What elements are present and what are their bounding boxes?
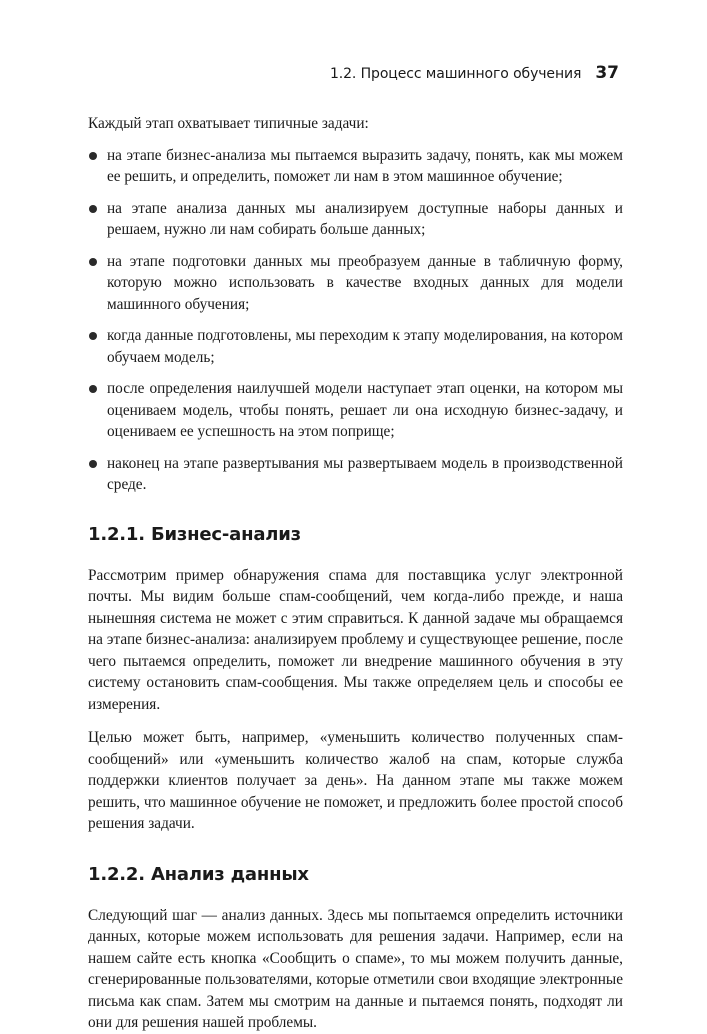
list-item: на этапе подготовки данных мы преобразуем данные в табличную форму, которую можно использовать в качестве входных данных для модели машинного обучения; <box>88 251 623 316</box>
stages-list <box>88 145 623 496</box>
intro-paragraph: Каждый этап охватывает типичные задачи: <box>88 115 369 132</box>
page-content <box>88 113 623 1034</box>
body-paragraph: Следующий шаг — анализ данных. Здесь мы попытаемся определить источники данных, которые можем использовать для решения задачи. Например, если на нашем сайте есть кнопка «Сообщить о спаме», то мы можем получить данные, сгенерированные пользователями, которые отметили свои входящие электронные письма как спам. Затем мы смотрим на данные и пытаемся понять, подходят ли они для решения нашей проблемы. <box>88 906 623 1031</box>
section-heading-business-analysis: 1.2.1. Бизнес-анализ <box>88 523 301 545</box>
list-item: когда данные подготовлены, мы переходим к этапу моделирования, на котором обучаем модель; <box>88 325 623 368</box>
list-item: после определения наилучшей модели наступает этап оценки, на котором мы оцениваем модель, чтобы понять, решает ли она исходную бизнес-задачу, и оцениваем ее успешность на этом поприще; <box>88 378 623 443</box>
list-item: на этапе анализа данных мы анализируем доступные наборы данных и решаем, нужно ли нам собирать больше данных; <box>88 198 623 241</box>
running-header <box>330 63 619 83</box>
section-heading-data-analysis: 1.2.2. Анализ данных <box>88 863 309 885</box>
body-paragraph: Целью может быть, например, «уменьшить количество полученных спам-сообщений» или «уменьшить количество жалоб на спам, которые служба поддержки клиентов получает за день». На данном этапе мы также можем решить, что машинное обучение не поможет, и предложить более простой способ решения задачи. <box>88 729 623 832</box>
list-item: на этапе бизнес-анализа мы пытаемся выразить задачу, понять, как мы можем ее решить, и определить, поможет ли нам в этом машинное обучение; <box>88 145 623 188</box>
page-number: 37 <box>595 63 619 83</box>
list-item: наконец на этапе развертывания мы развертываем модель в производственной среде. <box>88 453 623 496</box>
body-paragraph: Рассмотрим пример обнаружения спама для поставщика услуг электронной почты. Мы видим больше спам-сообщений, чем когда-либо прежде, и наша нынешняя система не может с этим справиться. К данной задаче мы обращаемся на этапе бизнес-анализа: анализируем проблему и существующее решение, после чего пытаемся определить, поможет ли внедрение машинного обучения в эту систему остановить спам-сообщения. Мы также определяем цель и способы ее измерения. <box>88 566 623 713</box>
running-title: 1.2. Процесс машинного обучения <box>329 66 582 82</box>
